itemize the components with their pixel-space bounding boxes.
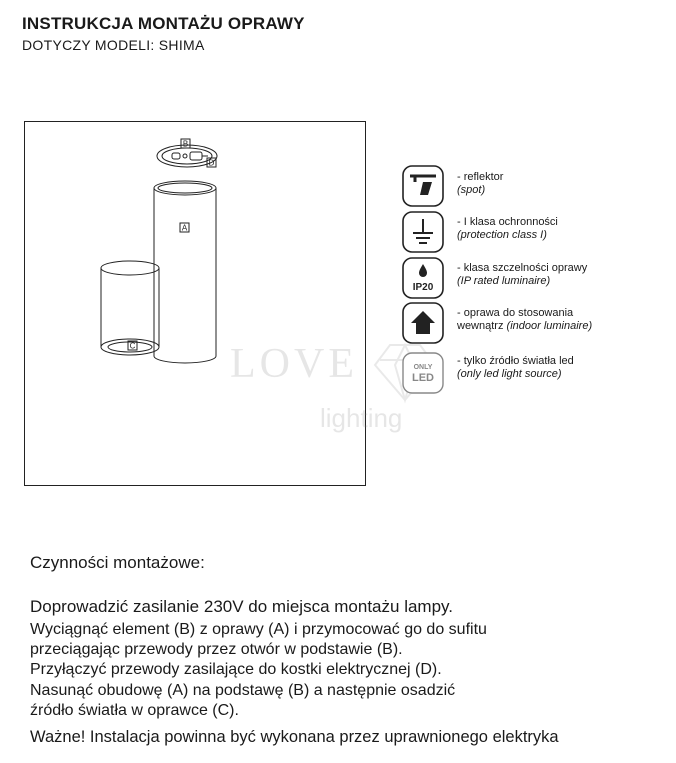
instruction-line: przeciągając przewody przez otwór w podstawie (B). [30,641,403,658]
legend-translation: (indoor luminaire) [506,320,593,332]
legend-label: - reflektor [457,171,504,183]
legend-item-spot [457,171,503,197]
legend-label: - tylko źródło światła led [457,355,574,367]
instruction-line: Doprowadzić zasilanie 230V do miejsca montażu lampy. [30,597,453,616]
document-title: INSTRUKCJA MONTAŻU OPRAWY [22,14,305,33]
instructions-heading: Czynności montażowe: [30,553,205,572]
legend-item-indoor [457,307,592,333]
label-b: B [182,139,189,149]
instruction-warning: Ważne! Instalacja powinna być wykonana przez uprawnionego elektryka [30,728,559,746]
legend-label-continued: wewnątrz [457,320,507,332]
legend-item-only-led [457,355,574,381]
indoor-house-icon [402,302,444,344]
legend-label: - I klasa ochronności [457,216,558,228]
legend-translation: (spot) [457,184,486,196]
only-led-icon-line1: ONLY [413,364,433,371]
legend-label: - klasa szczelności oprawy [457,262,588,274]
legend-translation: (IP rated luminaire) [457,275,551,287]
label-d: D [208,158,215,168]
watermark-love: LOVE [230,341,358,387]
legend-translation: (only led light source) [457,368,562,380]
legend-translation: (protection class I) [457,229,547,241]
only-led-icon [402,352,444,394]
document-subtitle: DOTYCZY MODELI: SHIMA [22,37,205,53]
legend-label: - oprawa do stosowania [457,307,574,319]
instruction-line: źródło światła w oprawce (C). [30,702,239,719]
watermark-lighting: lighting [320,403,403,433]
label-a: A [181,223,188,233]
ip20-icon-text: IP20 [412,282,434,293]
terminal-block-d [190,152,202,160]
only-led-icon-line2: LED [412,372,434,384]
instruction-line: Nasunąć obudowę (A) na podstawę (B) a następnie osadzić [30,682,456,699]
spotlight-icon [402,165,444,207]
instruction-line: Przyłączyć przewody zasilające do kostki elektrycznej (D). [30,661,442,678]
label-c: C [129,341,136,351]
legend-item-ip-rating [457,262,587,288]
ip20-icon [402,257,444,299]
legend-item-protection-class [457,216,558,242]
protection-class-icon [402,211,444,253]
instruction-line: Wyciągnąć element (B) z oprawy (A) i przymocować go do sufitu [30,621,487,638]
